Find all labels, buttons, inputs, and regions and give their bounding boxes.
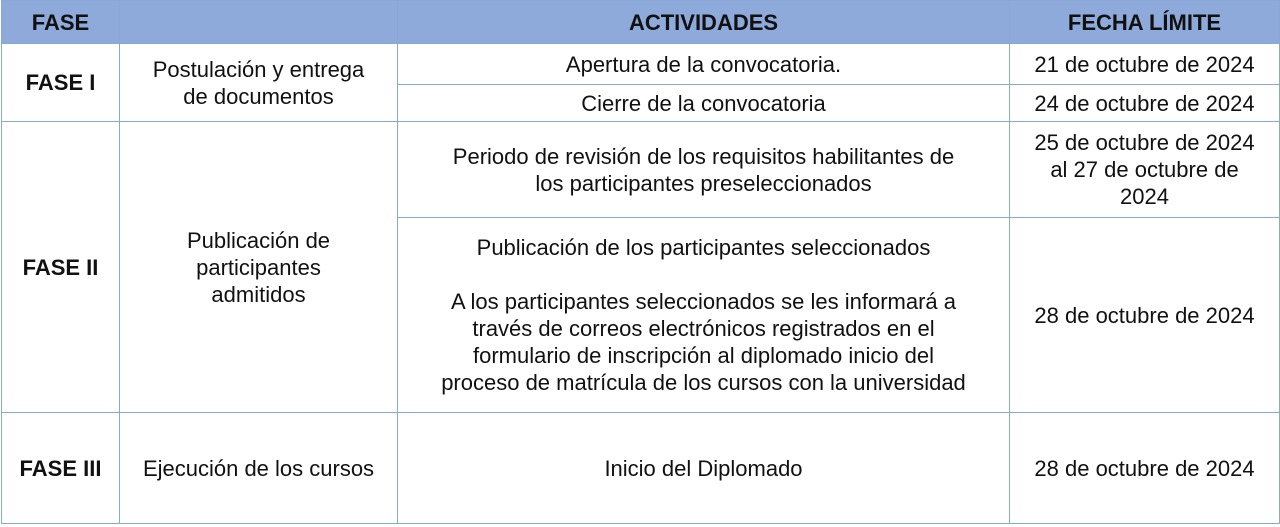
header-fecha-limite: FECHA LÍMITE [1010, 1, 1280, 44]
activity-cell [398, 122, 1010, 218]
phase-description [120, 122, 398, 413]
date-cell: 21 de octubre de 2024 [1010, 44, 1280, 85]
date-cell [1010, 122, 1280, 218]
phase-description [120, 44, 398, 122]
date-cell: 24 de octubre de 2024 [1010, 85, 1280, 122]
activity-line: través de correos electrónicos registrados en el [472, 316, 935, 341]
activity-line: formulario de inscripción al diplomado inicio del [472, 343, 934, 368]
date-line: 25 de octubre de 2024 [1034, 130, 1255, 155]
activity-line: proceso de matrícula de los cursos con la universidad [441, 370, 966, 395]
schedule-table [1, 0, 1280, 524]
phase-label: FASE III [2, 413, 120, 524]
activity-line: Periodo de revisión de los requisitos habilitantes de [452, 143, 955, 169]
header-fase: FASE [2, 1, 120, 44]
phase-label: FASE I [2, 44, 120, 122]
activity-line: A los participantes seleccionados se les informará a [450, 289, 957, 314]
activity-cell: Inicio del Diplomado [398, 413, 1010, 524]
activity-cell [398, 218, 1010, 413]
header-row [2, 1, 1280, 44]
phase-description-line: admitidos [211, 281, 306, 307]
header-actividades: ACTIVIDADES [398, 1, 1010, 44]
phase-label: FASE II [2, 122, 120, 413]
date-cell: 28 de octubre de 2024 [1010, 413, 1280, 524]
phase-description-line: Postulación y entrega [152, 56, 365, 82]
phase-description-line: Publicación de [186, 227, 331, 253]
phase-description: Ejecución de los cursos [120, 413, 398, 524]
date-line: al 27 de octubre de [1050, 157, 1239, 182]
phase-description-line: de documentos [183, 83, 334, 109]
date-line: 2024 [1120, 184, 1169, 209]
phase-description-line: participantes [196, 254, 321, 280]
table-row [2, 122, 1280, 218]
activity-cell: Apertura de la convocatoria. [398, 44, 1010, 85]
spacer [408, 261, 999, 288]
date-cell: 28 de octubre de 2024 [1010, 218, 1280, 413]
header-fase-description [120, 1, 398, 44]
activity-line: los participantes preseleccionados [535, 170, 872, 196]
activity-cell: Cierre de la convocatoria [398, 85, 1010, 122]
table-row [2, 413, 1280, 524]
table-row [2, 44, 1280, 85]
activity-title: Publicación de los participantes seleccionados [476, 235, 931, 260]
